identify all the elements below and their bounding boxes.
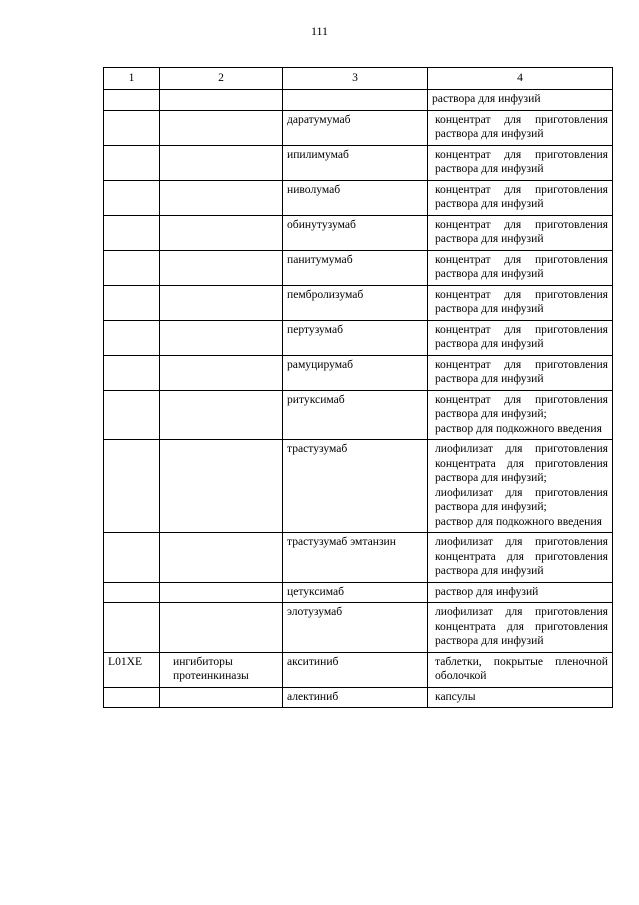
atc-code-cell [104,320,160,355]
dosage-forms-cell [428,215,613,250]
dosage-forms-cell [428,533,613,583]
atc-code-cell [104,355,160,390]
atc-code-cell [104,90,160,111]
table-row [104,320,613,355]
drug-name-cell: пертузумаб [283,320,428,355]
table-row [104,440,613,533]
pharm-group-cell [160,533,283,583]
table-row [104,390,613,440]
drug-name-cell: элотузумаб [283,603,428,653]
dosage-forms-cell [428,687,613,708]
dosage-form-text: концентрат для приготовления раствора для инфузий [435,217,608,245]
pharm-group-cell [160,215,283,250]
pharm-group-cell [160,652,283,687]
dosage-form-text: раствора для инфузий [432,92,541,105]
table-row [104,687,613,708]
atc-code-cell [104,582,160,603]
atc-code-cell [104,110,160,145]
atc-code-cell [104,180,160,215]
dosage-forms-cell [428,250,613,285]
dosage-form-text: капсулы [435,689,476,703]
dosage-form-text: раствор для подкожного введения [435,514,602,528]
pharm-group-cell [160,440,283,533]
pharm-group-cell [160,285,283,320]
dosage-form-text: раствор для инфузий [435,584,539,598]
dosage-form-text: лиофилизат для приготовления концентрата для приготовления раствора для инфузий [435,535,608,577]
drug-name-cell: акситиниб [283,652,428,687]
pharm-group-cell [160,390,283,440]
drug-name-cell: пембролизумаб [283,285,428,320]
pharm-group-cell [160,90,283,111]
drug-name-cell: ипилимумаб [283,145,428,180]
column-header-3: 3 [283,68,428,90]
atc-code-cell [104,440,160,533]
atc-code-cell [104,603,160,653]
pharm-group-cell [160,250,283,285]
table-row [104,603,613,653]
drug-name-cell: рамуцирумаб [283,355,428,390]
dosage-forms-cell [428,355,613,390]
dosage-forms-cell [428,320,613,355]
drug-name-cell: панитумумаб [283,250,428,285]
column-header-1: 1 [104,68,160,90]
drug-name-cell: даратумумаб [283,110,428,145]
pharm-group-cell [160,687,283,708]
pharm-group-text: ингибиторы протеинкиназы [173,654,249,682]
dosage-form-text: концентрат для приготовления раствора для инфузий [435,112,608,140]
dosage-form-text: концентрат для приготовления раствора для инфузий; [435,392,608,420]
dosage-form-text: лиофилизат для приготовления концентрата для приготовления раствора для инфузий; [435,442,608,484]
table-row [104,533,613,583]
dosage-forms-cell [428,90,613,111]
pharm-group-cell [160,582,283,603]
dosage-forms-cell [428,285,613,320]
table-header-row [104,68,613,90]
dosage-forms-cell [428,110,613,145]
pharm-group-cell [160,180,283,215]
pharm-group-cell [160,355,283,390]
dosage-forms-cell [428,582,613,603]
atc-code-cell [104,390,160,440]
dosage-forms-cell [428,145,613,180]
dosage-form-text: концентрат для приготовления раствора для инфузий [435,357,608,385]
drug-table [103,67,613,708]
atc-code-cell [104,215,160,250]
dosage-form-text: концентрат для приготовления раствора для инфузий [435,182,608,210]
atc-code-cell [104,250,160,285]
table-body [104,90,613,708]
pharm-group-cell [160,320,283,355]
dosage-form-text: концентрат для приготовления раствора для инфузий [435,287,608,315]
table-row [104,180,613,215]
drug-name-cell: цетуксимаб [283,582,428,603]
table-row [104,145,613,180]
drug-name-cell: трастузумаб эмтанзин [283,533,428,583]
pharm-group-cell [160,145,283,180]
dosage-form-text: концентрат для приготовления раствора для инфузий [435,252,608,280]
atc-code-cell [104,533,160,583]
drug-name-cell: алектиниб [283,687,428,708]
dosage-forms-cell [428,180,613,215]
dosage-form-text: раствор для подкожного введения [435,421,602,435]
table-row [104,215,613,250]
pharm-group-cell [160,603,283,653]
table-row [104,110,613,145]
drug-name-cell: обинутузумаб [283,215,428,250]
table-row [104,355,613,390]
drug-name-cell: ритуксимаб [283,390,428,440]
atc-code-cell [104,687,160,708]
dosage-forms-cell [428,603,613,653]
atc-code-cell: L01XE [104,652,160,687]
table-row [104,250,613,285]
atc-code-cell [104,285,160,320]
table-row [104,285,613,320]
pharm-group-cell [160,110,283,145]
drug-name-cell: ниволумаб [283,180,428,215]
drug-name-cell: трастузумаб [283,440,428,533]
table-row [104,652,613,687]
table-row [104,582,613,603]
dosage-form-text: концентрат для приготовления раствора для инфузий [435,147,608,175]
table-row [104,90,613,111]
dosage-form-text: лиофилизат для приготовления раствора для инфузий; [435,485,608,513]
dosage-forms-cell [428,440,613,533]
column-header-4: 4 [428,68,613,90]
column-header-2: 2 [160,68,283,90]
dosage-forms-cell [428,652,613,687]
atc-code-cell [104,145,160,180]
dosage-forms-cell [428,390,613,440]
dosage-form-text: таблетки, покрытые пленочной оболочкой [435,654,608,682]
dosage-form-text: концентрат для приготовления раствора для инфузий [435,322,608,350]
dosage-form-text: лиофилизат для приготовления концентрата для приготовления раствора для инфузий [435,605,608,647]
page-number: 111 [310,24,329,38]
drug-name-cell [283,90,428,111]
